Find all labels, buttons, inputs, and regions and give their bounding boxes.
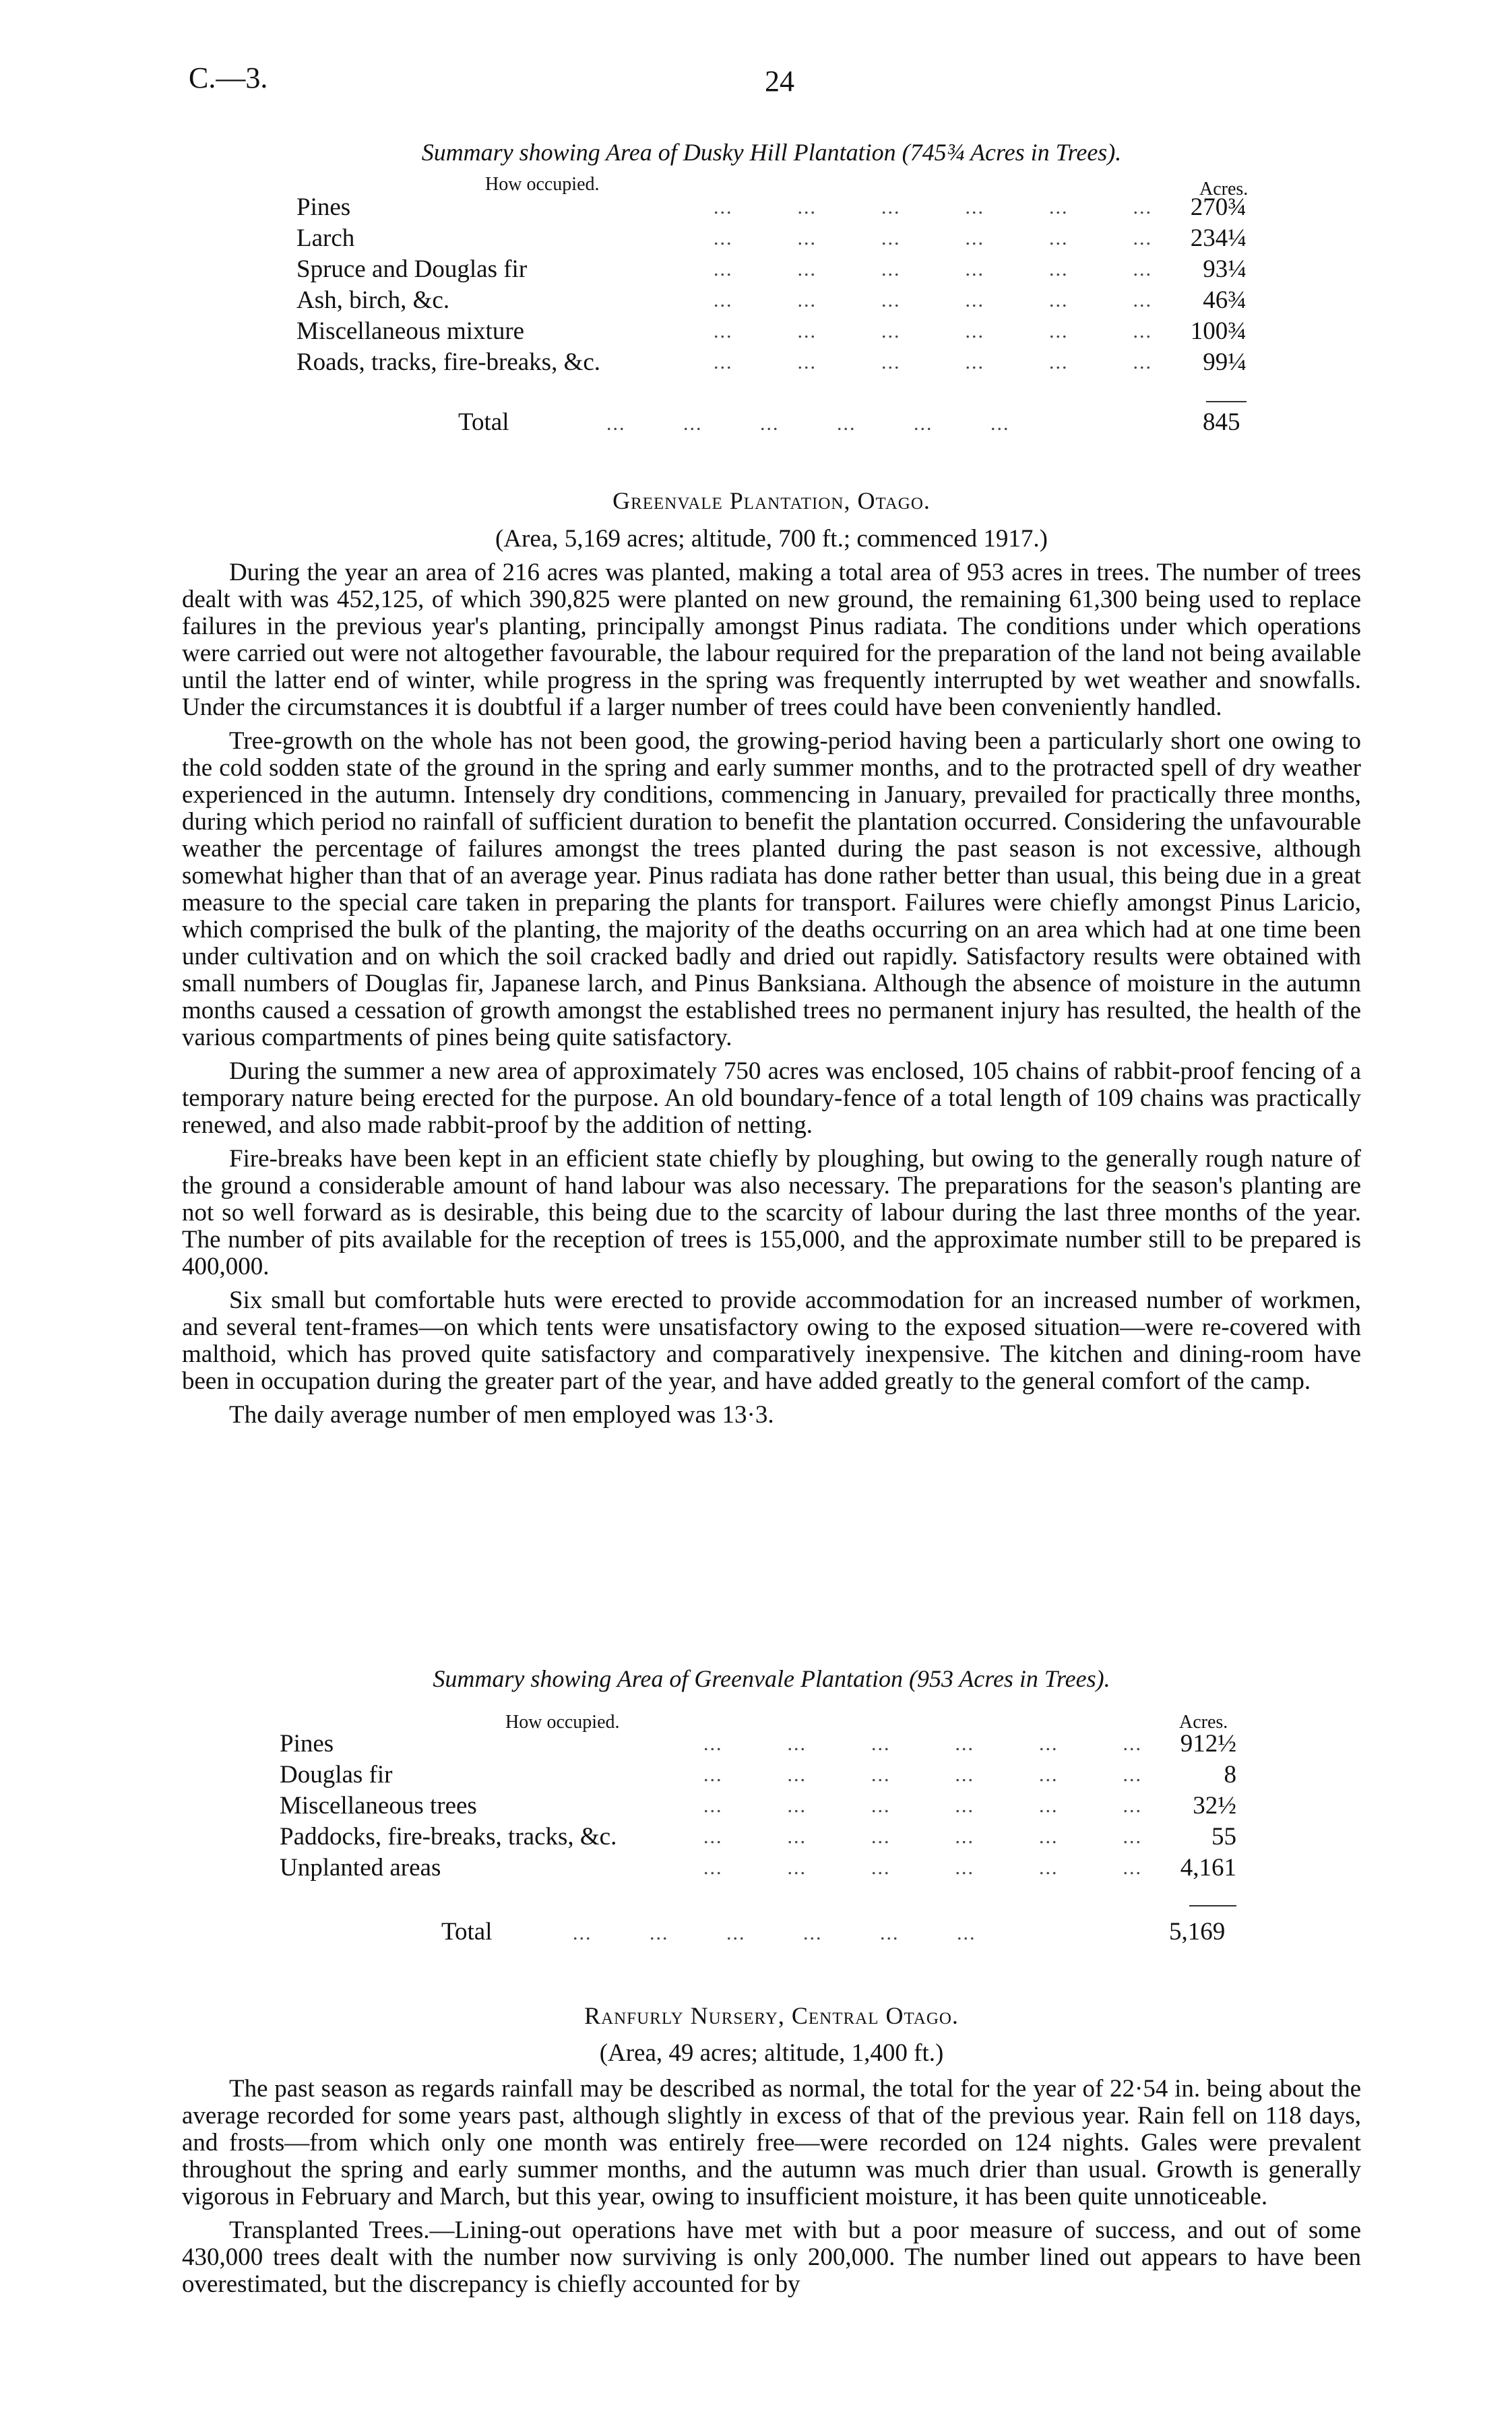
- row-value: 55: [1211, 1823, 1236, 1851]
- dusky-table-title: Summary showing Area of Dusky Hill Plantation (745¾ Acres in Trees).: [421, 139, 1122, 166]
- leader-dots: ... ... ... ... ... ...: [714, 289, 1152, 311]
- row-value: 93¼: [1203, 255, 1247, 283]
- leader-dots: ... ... ... ... ... ...: [703, 1795, 1142, 1817]
- row-label: Miscellaneous mixture: [296, 317, 525, 345]
- table-row: [296, 347, 1247, 378]
- dusky-total-label: Total: [458, 408, 509, 436]
- leader-dots: ... ... ... ... ... ...: [714, 196, 1152, 218]
- leader-dots: ... ... ... ... ... ...: [703, 1826, 1142, 1848]
- row-label: Larch: [296, 224, 355, 252]
- row-label: Spruce and Douglas fir: [296, 255, 528, 283]
- row-value: 46¾: [1203, 286, 1247, 314]
- table-row: [280, 1760, 1236, 1791]
- row-label: Douglas fir: [280, 1761, 393, 1789]
- row-label: Roads, tracks, fire-breaks, &c.: [296, 348, 601, 376]
- dusky-col-how-occupied: How occupied.: [485, 174, 600, 195]
- paragraph: The daily average number of men employed was 13·3.: [229, 1401, 774, 1429]
- leader-dots: ... ... ... ... ... ...: [714, 258, 1152, 280]
- page-number: 24: [765, 65, 794, 98]
- paragraph: Fire-breaks have been kept in an efficient state chiefly by ploughing, but owing to the generally rough nature of the ground a considerable amount of hand labour was also necessary. The preparations for the season's planting are not so well forward as is desirable, this being due to the scarcity of labour during the last three months of the year. The number of pits available for the reception of trees is 155,000, and the approximate number still to be prepared is 400,000.: [182, 1145, 1361, 1280]
- row-value: 270¾: [1190, 193, 1247, 221]
- row-value: 8: [1224, 1761, 1236, 1789]
- paragraph: The past season as regards rainfall may be described as normal, the total for the year of 22·54 in. being about the average recorded for some years past, although slightly in excess of that of the previous year. Rain fell on 118 days, and frosts—from which only one month was entirely free—were recorded on 124 nights. Gales were prevalent throughout the spring and early summer months, and the autumn was much drier than usual. Growth is generally vigorous in February and March, but this year, owing to insufficient moisture, it has been quite unnoticeable.: [182, 2075, 1361, 2210]
- row-value: 99¼: [1203, 348, 1247, 376]
- dusky-total-value: 845: [1203, 408, 1240, 436]
- greenvale-table-title: Summary showing Area of Greenvale Plantation (953 Acres in Trees).: [433, 1665, 1110, 1692]
- dusky-summary-table: [296, 192, 1247, 378]
- table-row: [280, 1822, 1236, 1853]
- table-row: [280, 1791, 1236, 1822]
- paragraph: Tree-growth on the whole has not been good, the growing-period having been a particularly short one owing to the cold sodden state of the ground in the spring and early summer months, and to the protracted spell of dry weather experienced in the autumn. Intensely dry conditions, commencing in January, prevailed for practically three months, during which period no rainfall of sufficient duration to benefit the plantation occurred. Considering the unfavourable weather the percentage of failures amongst the trees planted during the past season is not excessive, although somewhat higher than that of an average year. Pinus radiata has done rather better than usual, this being due in a great measure to the special care taken in preparing the plants for transport. Failures were chiefly amongst Pinus Laricio, which comprised the bulk of the planting, the majority of the deaths occurring on an area which had at one time been under cultivation and on which the soil cracked badly and dried out rapidly. Satisfactory results were obtained with small numbers of Douglas fir, Japanese larch, and Pinus Banksiana. Although the absence of moisture in the autumn months caused a cessation of growth amongst the established trees no permanent injury has resulted, the health of the various compartments of pines being quite satisfactory.: [182, 727, 1361, 1051]
- row-label: Unplanted areas: [280, 1854, 441, 1882]
- row-value: 4,161: [1180, 1854, 1236, 1882]
- table-row: [280, 1853, 1236, 1884]
- row-value: 32½: [1193, 1792, 1236, 1820]
- document-reference: C.—3.: [189, 61, 268, 94]
- leader-dots: ... ... ... ... ... ...: [714, 351, 1152, 373]
- leader-dots: ... ... ... ... ... ...: [573, 1922, 976, 1944]
- ranfurly-heading: Ranfurly Nursery, Central Otago.: [584, 2002, 959, 2029]
- table-row: [296, 192, 1247, 223]
- leader-dots: ... ... ... ... ... ...: [714, 227, 1152, 249]
- leader-dots: ... ... ... ... ... ...: [606, 412, 1010, 435]
- total-rule: [1206, 401, 1247, 402]
- paragraph: Transplanted Trees.—Lining-out operations have met with but a poor measure of success, and out of some 430,000 trees dealt with the number now surviving is only 200,000. The number lined out appears to have been overestimated, but the discrepancy is chiefly accounted for by: [182, 2216, 1361, 2298]
- row-label: Ash, birch, &c.: [296, 286, 450, 314]
- total-rule: [1189, 1905, 1236, 1906]
- table-row: [296, 254, 1247, 285]
- row-label: Pines: [296, 193, 351, 221]
- paragraph: During the year an area of 216 acres was planted, making a total area of 953 acres in trees. The number of trees dealt with was 452,125, of which 390,825 were planted on new ground, the remaining 61,300 being used to replace failures in the previous year's planting, principally amongst Pinus radiata. The conditions under which operations were carried out were not altogether favourable, the labour required for the preparation of the land not being available until the latter end of winter, while progress in the spring was frequently interrupted by wet weather and snowfalls. Under the circumstances it is doubtful if a larger number of trees could have been conveniently handled.: [182, 559, 1361, 721]
- greenvale-summary-table: [280, 1729, 1236, 1884]
- leader-dots: ... ... ... ... ... ...: [714, 320, 1152, 342]
- greenvale-total-value: 5,169: [1169, 1918, 1226, 1946]
- table-row: [296, 223, 1247, 254]
- row-value: 912½: [1180, 1730, 1236, 1758]
- leader-dots: ... ... ... ... ... ...: [703, 1764, 1142, 1786]
- greenvale-col-how-occupied: How occupied.: [505, 1712, 620, 1733]
- table-row: [280, 1729, 1236, 1760]
- leader-dots: ... ... ... ... ... ...: [703, 1733, 1142, 1755]
- row-label: Miscellaneous trees: [280, 1792, 477, 1820]
- ranfurly-body: [182, 2076, 1361, 2305]
- table-row: [296, 285, 1247, 316]
- dusky-col-acres: Acres.: [1199, 179, 1249, 199]
- paragraph: Six small but comfortable huts were erected to provide accommodation for an increased number of workmen, and several tent-frames—on which tents were unsatisfactory owing to the exposed situation—were re-covered with malthoid, which has proved quite satisfactory and comparatively inexpensive. The kitchen and dining-room have been in occupation during the greater part of the year, and have added greatly to the general comfort of the camp.: [182, 1286, 1361, 1395]
- table-row: [296, 316, 1247, 347]
- paragraph: During the summer a new area of approximately 750 acres was enclosed, 105 chains of rabbit-proof fencing of a temporary nature being erected for the purpose. An old boundary-fence of a total length of 109 chains was practically renewed, and also made rabbit-proof by the addition of netting.: [182, 1057, 1361, 1139]
- greenvale-heading: Greenvale Plantation, Otago.: [612, 487, 931, 514]
- row-label: Pines: [280, 1730, 334, 1758]
- greenvale-col-acres: Acres.: [1179, 1712, 1228, 1733]
- row-value: 100¾: [1190, 317, 1247, 345]
- row-label: Paddocks, fire-breaks, tracks, &c.: [280, 1823, 617, 1851]
- row-value: 234¼: [1190, 224, 1247, 252]
- leader-dots: ... ... ... ... ... ...: [703, 1857, 1142, 1879]
- greenvale-body: [182, 559, 1361, 1435]
- greenvale-total-label: Total: [441, 1918, 493, 1946]
- greenvale-subheading: (Area, 5,169 acres; altitude, 700 ft.; commenced 1917.): [495, 525, 1048, 553]
- ranfurly-subheading: (Area, 49 acres; altitude, 1,400 ft.): [599, 2039, 944, 2067]
